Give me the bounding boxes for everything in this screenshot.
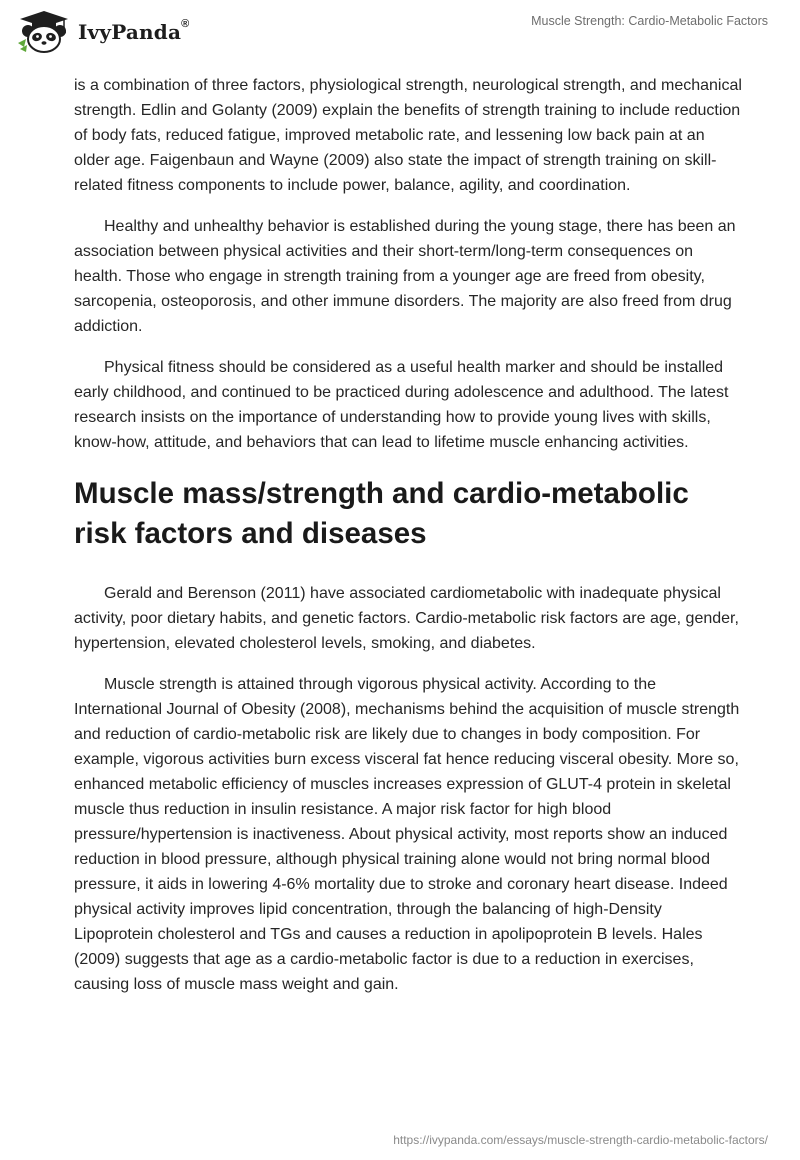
- paragraph: Gerald and Berenson (2011) have associated cardiometabolic with inadequate physical activity, poor dietary habits, and genetic factors. Cardio-metabolic risk factors are age, gender, hypertension, elevated cholesterol levels, smoking, and diabetes.: [74, 585, 739, 652]
- paragraph: Muscle strength is attained through vigorous physical activity. According to the International Journal of Obesity (2008), mechanisms behind the acquisition of muscle strength and reduction of cardio-metabolic risk are likely due to changes in body composition. For example, vigorous activities burn excess visceral fat hence reducing visceral obesity. More so, enhanced metabolic efficiency of muscles increases expression of GLUT-4 protein in skeletal muscle thus reduction in insulin resistance. A major risk factor for high blood pressure/hypertension is inactiveness. About physical activity, most reports show an induced reduction in blood pressure, although physical training alone would not bring normal blood pressure, it aids in lowering 4-6% mortality due to stroke and coronary heart disease. Indeed physical activity improves lipid concentration, through the balancing of high-Density Lipoprotein cholesterol and TGs and causes a reduction in apolipoprotein B levels. Hales (2009) suggests that age as a cardio-metabolic factor is due to a reduction in exercises, causing loss of muscle mass weight and gain.: [74, 676, 740, 993]
- paragraph: is a combination of three factors, physiological strength, neurological strength, and mechanical strength. Edlin and Golanty (2009) explain the benefits of strength training to include reduction of body fats, reduced fatigue, improved metabolic rate, and lessening low back pain at an older age. Faigenbaun and Wayne (2009) also state the impact of strength training on skill-related fitness components to include power, balance, agility, and coordination.: [74, 77, 742, 194]
- source-url-link[interactable]: https://ivypanda.com/essays/muscle-strength-cardio-metabolic-factors/: [393, 1133, 768, 1147]
- paragraph: Healthy and unhealthy behavior is established during the young stage, there has been an association between physical activities and their short-term/long-term consequences on health. Those who engage in strength training from a younger age are freed from obesity, sarcopenia, osteoporosis, and other immune disorders. The majority are also freed from drug addiction.: [74, 218, 736, 335]
- registered-mark: ®: [181, 18, 190, 30]
- page-header: [0, 0, 800, 62]
- section-heading: Muscle mass/strength and cardio-metabolic risk factors and diseases: [74, 477, 689, 550]
- brand-name: IvyPanda®: [78, 18, 190, 44]
- article-body: [74, 73, 742, 1013]
- brand-logo[interactable]: [14, 9, 190, 53]
- document-title: Muscle Strength: Cardio-Metabolic Factors: [531, 14, 768, 28]
- panda-graduate-logo-icon: [14, 9, 74, 53]
- paragraph: Physical fitness should be considered as a useful health marker and should be installed early childhood, and continued to be practiced during adolescence and adulthood. The latest research insists on the importance of understanding how to provide young lives with skills, know-how, attitude, and behaviors that can lead to lifetime muscle enhancing activities.: [74, 359, 729, 451]
